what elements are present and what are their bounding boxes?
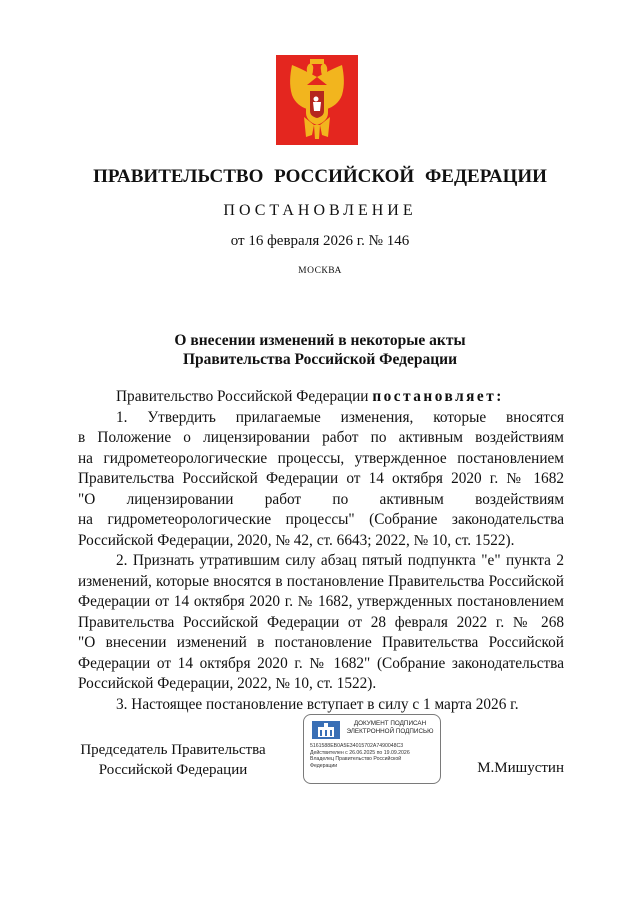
document-body bbox=[78, 387, 564, 715]
issuer-heading: ПРАВИТЕЛЬСТВО РОССИЙСКОЙ ФЕДЕРАЦИИ bbox=[93, 166, 547, 187]
issue-city: МОСКВА bbox=[298, 266, 342, 276]
electronic-signature-stamp bbox=[303, 714, 441, 784]
stamp-certificate: 5161588EB0A5E34015702A7490048C3 bbox=[310, 743, 404, 749]
stamp-heading bbox=[344, 720, 436, 735]
coat-of-arms-emblem bbox=[276, 55, 358, 145]
paragraph-line: Правительства Российской Федерации от 28 февраля 2022 г. № 268 bbox=[78, 613, 564, 631]
intro-paragraph bbox=[78, 387, 564, 408]
document-title bbox=[0, 331, 640, 369]
signatory-position-line: Председатель Правительства bbox=[80, 742, 266, 758]
stamp-validity: Действителен с 26.06.2025 по 19.09.2026 bbox=[310, 749, 410, 756]
title-line: О внесении изменений в некоторые акты bbox=[174, 332, 466, 349]
building-icon bbox=[312, 721, 340, 739]
paragraph-line: на гидрометеорологические процессы, утвержденное постановлением bbox=[78, 449, 564, 467]
intro-verb: постановляет: bbox=[372, 388, 504, 405]
signatory-position-line: Российской Федерации bbox=[98, 762, 248, 778]
stamp-owner: Владелец Правительство Российской bbox=[310, 756, 402, 762]
intro-text: Правительство Российской Федерации bbox=[116, 388, 373, 405]
paragraph-line: 1. Утвердить прилагаемые изменения, которые вносятся bbox=[116, 408, 564, 426]
paragraph-line: на гидрометеорологические процессы" (Собрание законодательства bbox=[78, 511, 564, 528]
paragraph-line: Российской Федерации, 2022, № 10, ст. 1522). bbox=[78, 675, 377, 692]
paragraph-2 bbox=[78, 551, 564, 695]
paragraph-line: Правительства Российской Федерации от 14 октября 2020 г. № 1682 bbox=[78, 470, 564, 487]
paragraph-line: "О внесении изменений в постановление Правительства Российской bbox=[78, 634, 564, 651]
paragraph-line: изменений, которые вносятся в постановление Правительства Российской bbox=[78, 572, 564, 590]
document-type: ПОСТАНОВЛЕНИЕ bbox=[223, 202, 417, 219]
stamp-details bbox=[310, 743, 436, 769]
stamp-owner: Федерации bbox=[310, 762, 338, 769]
paragraph-line: 2. Признать утратившим силу абзац пятый подпункта "е" пункта 2 bbox=[116, 552, 564, 569]
stamp-heading-line: ЭЛЕКТРОННОЙ ПОДПИСЬЮ bbox=[346, 727, 434, 735]
paragraph-line: в Положение о лицензировании работ по активным воздействиям bbox=[78, 429, 564, 446]
paragraph-line: Федерации от 14 октября 2020 г. № 1682" (Собрание законодательства bbox=[78, 654, 564, 672]
paragraph-line: "О лицензировании работ по активным воздействиям bbox=[78, 490, 564, 508]
signatory-position bbox=[78, 740, 268, 780]
paragraph-line: Российской Федерации, 2020, № 42, ст. 6643; 2022, № 10, ст. 1522). bbox=[78, 531, 515, 549]
signatory-name: М.Мишустин bbox=[477, 760, 564, 776]
stamp-heading-line: ДОКУМЕНТ ПОДПИСАН bbox=[353, 720, 427, 727]
document-date-number: от 16 февраля 2026 г. № 146 bbox=[230, 233, 410, 249]
paragraph-1 bbox=[78, 408, 564, 552]
paragraph-3: 3. Настоящее постановление вступает в силу с 1 марта 2026 г. bbox=[116, 695, 519, 713]
title-line: Правительства Российской Федерации bbox=[182, 351, 458, 368]
paragraph-line: Федерации от 14 октября 2020 г. № 1682, утвержденных постановлением bbox=[78, 593, 564, 610]
